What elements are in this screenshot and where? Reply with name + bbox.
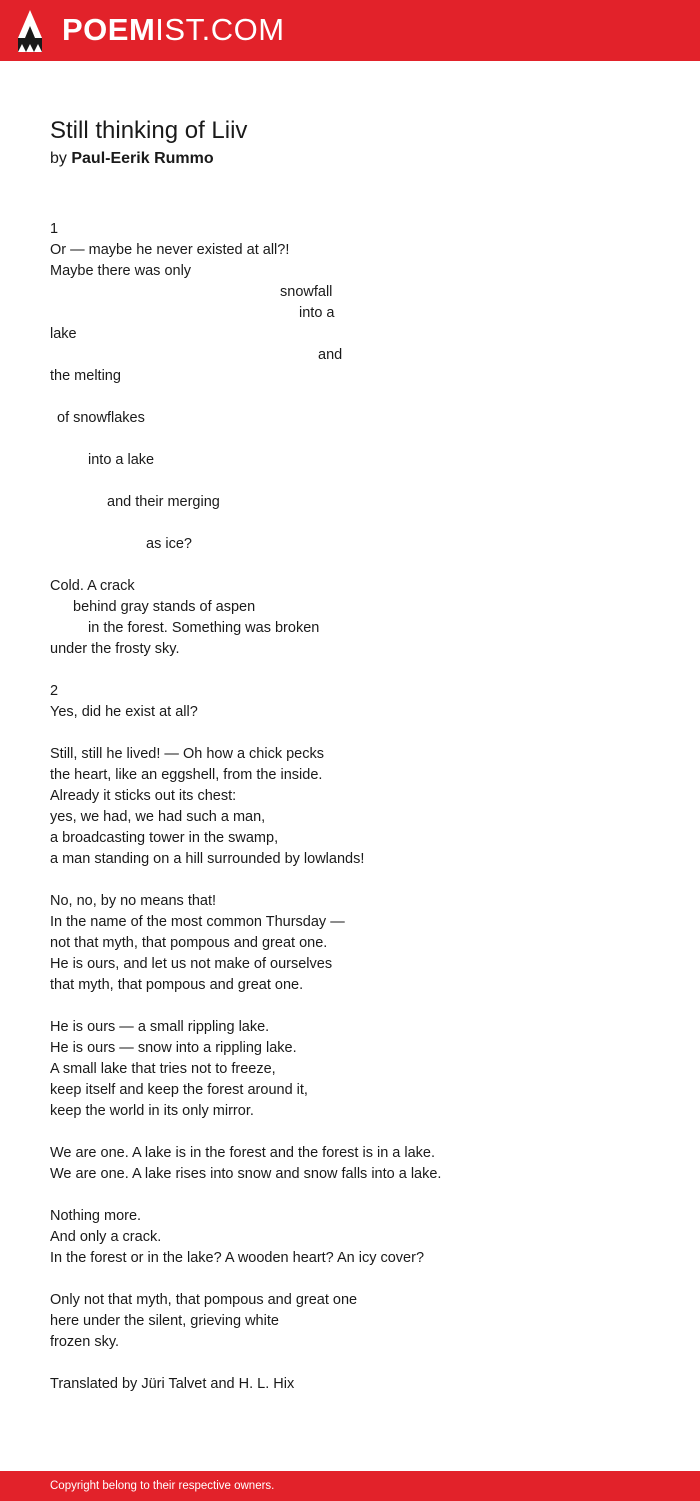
poem-line: into a lake [88,452,155,468]
poem-line: and [318,347,343,363]
poem-line: into a [299,305,335,321]
poem-line: He is ours, and let us not make of ourselves [50,956,333,972]
poem-line: in the forest. Something was broken [88,620,320,636]
poem-line: 1 [50,221,59,237]
poem-line: Already it sticks out its chest: [50,788,237,804]
poem-line: We are one. A lake rises into snow and snow falls into a lake. [50,1166,442,1182]
poem-line: behind gray stands of aspen [73,599,256,615]
poem-line: keep itself and keep the forest around it, [50,1082,308,1098]
site-header [0,0,700,61]
poem-line: and their merging [107,494,220,510]
poem-line: the heart, like an eggshell, from the inside. [50,767,323,783]
by-label: by [50,150,67,167]
poem-line: Still, still he lived! — Oh how a chick pecks [50,746,324,762]
poem-line: here under the silent, grieving white [50,1313,279,1329]
poem-line: of snowflakes [57,410,145,426]
poem-line: No, no, by no means that! [50,893,217,909]
author-name[interactable]: Paul-Eerik Rummo [71,150,214,167]
copyright-notice: Copyright belong to their respective owners. [50,1480,275,1492]
poem-line: Or — maybe he never existed at all?! [50,242,290,258]
poem-line: We are one. A lake is in the forest and the forest is in a lake. [50,1145,436,1161]
logo-bold-part: POEM [62,12,156,47]
poem-line: Nothing more. [50,1208,142,1224]
poem-line: In the forest or in the lake? A wooden heart? An icy cover? [50,1250,425,1266]
poem-line: A small lake that tries not to freeze, [50,1061,276,1077]
poem-line: He is ours — snow into a rippling lake. [50,1040,297,1056]
poem-line: Yes, did he exist at all? [50,704,198,720]
poem-line: He is ours — a small rippling lake. [50,1019,270,1035]
logo-light-part: IST.COM [155,12,285,47]
poem-line: frozen sky. [50,1334,120,1350]
poem-line: And only a crack. [50,1229,162,1245]
poem-line: 2 [50,683,59,699]
poem-line: Maybe there was only [50,263,192,279]
poem-line: snowfall [280,284,333,300]
poem-line: as ice? [146,536,192,552]
poem-line: a broadcasting tower in the swamp, [50,830,279,846]
poem-line: a man standing on a hill surrounded by lowlands! [50,851,365,867]
poem-line: that myth, that pompous and great one. [50,977,304,993]
poem-line: yes, we had, we had such a man, [50,809,266,825]
poem-line: the melting [50,368,121,384]
poem-line: lake [50,326,77,342]
poem-line: In the name of the most common Thursday — [50,914,345,930]
poem-line: Cold. A crack [50,578,135,594]
poem-line: not that myth, that pompous and great one. [50,935,328,951]
poem-line: Only not that myth, that pompous and great one [50,1292,358,1308]
site-footer [0,1471,700,1501]
poem-line: keep the world in its only mirror. [50,1103,254,1119]
translator-credit: Translated by Jüri Talvet and H. L. Hix [50,1376,295,1392]
site-logo[interactable] [62,12,285,48]
pencil-tip-icon[interactable] [18,10,42,52]
poem-title: Still thinking of Liiv [50,117,248,144]
poem-line: under the frosty sky. [50,641,180,657]
byline [50,149,214,169]
